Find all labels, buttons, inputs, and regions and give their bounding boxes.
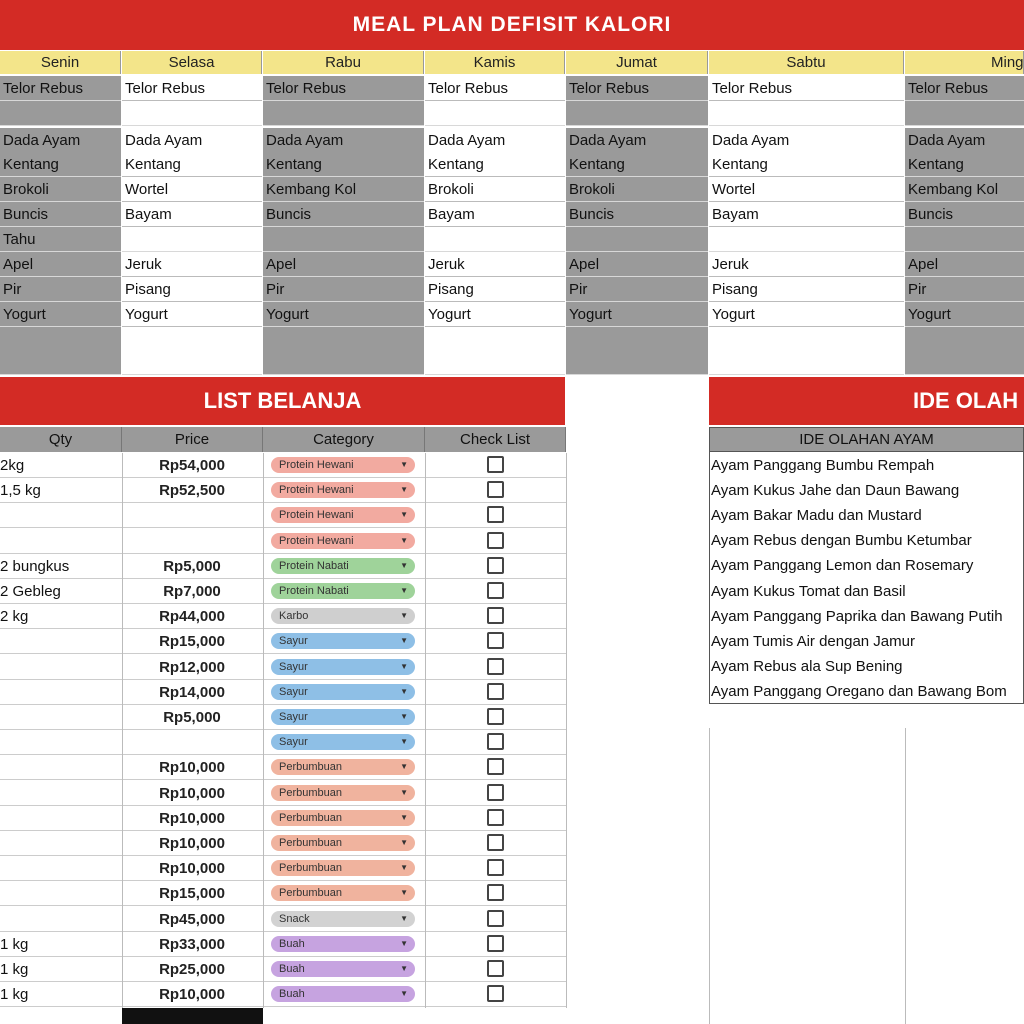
meal-cell[interactable]: Buncis bbox=[263, 202, 424, 227]
chevron-down-icon: ▼ bbox=[400, 812, 408, 822]
category-label: Protein Hewani bbox=[279, 534, 354, 547]
meal-cell[interactable]: Yogurt bbox=[566, 302, 708, 327]
chevron-down-icon: ▼ bbox=[400, 964, 408, 973]
category-dropdown[interactable] bbox=[271, 734, 415, 750]
day-header-rabu[interactable]: Rabu bbox=[263, 51, 424, 74]
meal-cell[interactable] bbox=[122, 327, 262, 375]
chevron-down-icon: ▼ bbox=[400, 686, 408, 696]
meal-cell[interactable] bbox=[709, 227, 904, 252]
category-label: Sayur bbox=[279, 685, 308, 698]
qty-cell[interactable]: 1 kg bbox=[0, 935, 29, 953]
meal-cell[interactable]: Yogurt bbox=[122, 302, 262, 327]
idea-item[interactable]: Ayam Rebus ala Sup Bening bbox=[711, 657, 903, 675]
checklist-checkbox[interactable] bbox=[487, 935, 504, 952]
price-cell[interactable]: Rp15,000 bbox=[159, 885, 225, 903]
idea-item[interactable]: Ayam Panggang Bumbu Rempah bbox=[711, 457, 935, 474]
checklist-checkbox[interactable] bbox=[487, 809, 504, 826]
price-cell[interactable]: Rp12,000 bbox=[159, 658, 225, 676]
chevron-down-icon: ▼ bbox=[400, 560, 408, 570]
category-dropdown[interactable] bbox=[271, 533, 415, 549]
grid-divider bbox=[709, 728, 710, 1024]
chevron-down-icon: ▼ bbox=[400, 636, 408, 646]
qty-cell[interactable]: 2 Gebleg bbox=[0, 583, 61, 600]
checklist-checkbox[interactable] bbox=[487, 960, 504, 977]
meal-plan-title: MEAL PLAN DEFISIT KALORI bbox=[0, 0, 1024, 50]
meal-cell[interactable]: Dada Ayam bbox=[263, 128, 424, 153]
price-cell[interactable]: Rp25,000 bbox=[159, 961, 225, 978]
price-column-header[interactable]: Price bbox=[122, 427, 263, 452]
meal-cell[interactable] bbox=[905, 101, 1024, 126]
meal-cell[interactable]: Kentang bbox=[122, 152, 262, 177]
meal-cell[interactable]: Kembang Kol bbox=[263, 177, 424, 202]
category-dropdown[interactable] bbox=[271, 835, 415, 851]
meal-cell[interactable] bbox=[566, 101, 708, 126]
category-label: Protein Hewani bbox=[279, 484, 354, 497]
meal-cell[interactable]: Tahu bbox=[0, 227, 121, 252]
grid-divider bbox=[122, 453, 123, 1008]
checklist-checkbox[interactable] bbox=[487, 733, 504, 750]
category-label: Perbumbuan bbox=[279, 862, 342, 875]
price-cell[interactable]: Rp52,500 bbox=[159, 482, 225, 500]
qty-cell[interactable]: 1 kg bbox=[0, 961, 29, 978]
meal-cell[interactable]: Kentang bbox=[425, 152, 565, 177]
category-dropdown[interactable] bbox=[271, 885, 415, 901]
meal-cell[interactable] bbox=[566, 327, 708, 375]
meal-cell[interactable]: Buncis bbox=[566, 202, 708, 227]
meal-cell[interactable]: Kembang Kol bbox=[905, 177, 1024, 202]
checklist-checkbox[interactable] bbox=[487, 985, 504, 1002]
meal-cell[interactable]: Apel bbox=[566, 252, 708, 277]
checklist-checkbox[interactable] bbox=[487, 708, 504, 725]
meal-cell[interactable]: Buncis bbox=[905, 202, 1024, 227]
category-label: Protein Nabati bbox=[279, 585, 349, 597]
category-column-header[interactable]: Category bbox=[263, 427, 425, 452]
meal-cell[interactable]: Buncis bbox=[0, 202, 121, 227]
idea-item[interactable]: Ayam Tumis Air dengan Jamur bbox=[711, 632, 915, 650]
idea-item[interactable]: Ayam Panggang Lemon dan Rosemary bbox=[711, 557, 974, 575]
grid-divider bbox=[566, 453, 567, 1008]
chevron-down-icon: ▼ bbox=[400, 888, 408, 898]
meal-cell[interactable]: Bayam bbox=[425, 202, 565, 227]
shopping-list-title: LIST BELANJA bbox=[0, 377, 565, 425]
category-dropdown[interactable] bbox=[271, 961, 415, 977]
category-label: Perbumbuan bbox=[279, 837, 342, 849]
price-cell[interactable]: Rp44,000 bbox=[159, 608, 225, 626]
price-cell[interactable]: Rp5,000 bbox=[163, 557, 221, 575]
meal-cell[interactable]: Apel bbox=[263, 252, 424, 277]
category-label: Perbumbuan bbox=[279, 887, 342, 900]
qty-cell[interactable]: 1,5 kg bbox=[0, 482, 41, 500]
category-dropdown[interactable] bbox=[271, 709, 415, 725]
meal-cell[interactable] bbox=[566, 227, 708, 252]
category-label: Perbumbuan bbox=[279, 786, 342, 799]
checklist-checkbox[interactable] bbox=[487, 506, 504, 523]
meal-cell[interactable] bbox=[425, 227, 565, 252]
meal-cell[interactable]: Telor Rebus bbox=[905, 76, 1024, 101]
meal-cell[interactable] bbox=[0, 101, 121, 126]
meal-cell[interactable]: Bayam bbox=[709, 202, 904, 227]
category-dropdown[interactable] bbox=[271, 936, 415, 952]
chevron-down-icon: ▼ bbox=[400, 712, 408, 721]
qty-column-header[interactable]: Qty bbox=[0, 427, 122, 452]
category-dropdown[interactable] bbox=[271, 583, 415, 599]
chevron-down-icon: ▼ bbox=[400, 510, 408, 520]
checklist-checkbox[interactable] bbox=[487, 557, 504, 574]
checklist-checkbox[interactable] bbox=[487, 456, 504, 473]
category-dropdown[interactable] bbox=[271, 558, 415, 574]
meal-cell[interactable]: Telor Rebus bbox=[263, 76, 424, 101]
chevron-down-icon: ▼ bbox=[400, 535, 408, 545]
idea-item[interactable]: Ayam Rebus dengan Bumbu Ketumbar bbox=[711, 532, 972, 550]
checklist-checkbox[interactable] bbox=[487, 607, 504, 624]
meal-cell[interactable]: Yogurt bbox=[709, 302, 904, 327]
meal-cell[interactable]: Pir bbox=[263, 277, 424, 302]
category-label: Protein Nabati bbox=[279, 559, 349, 572]
grid-divider bbox=[905, 728, 906, 1024]
qty-cell[interactable]: 2 kg bbox=[0, 608, 29, 626]
category-dropdown[interactable] bbox=[271, 684, 415, 700]
meal-cell[interactable]: Yogurt bbox=[425, 302, 565, 327]
meal-cell[interactable]: Pisang bbox=[425, 277, 565, 302]
meal-cell[interactable]: Apel bbox=[905, 252, 1024, 277]
meal-cell[interactable] bbox=[709, 327, 904, 375]
meal-cell[interactable]: Dada Ayam bbox=[566, 128, 708, 153]
meal-cell[interactable]: Dada Ayam bbox=[905, 128, 1024, 153]
price-cell[interactable]: Rp45,000 bbox=[159, 910, 225, 928]
category-label: Buah bbox=[279, 937, 305, 950]
price-cell[interactable]: Rp10,000 bbox=[159, 860, 225, 878]
category-label: Sayur bbox=[279, 660, 308, 673]
meal-cell[interactable]: Telor Rebus bbox=[566, 76, 708, 101]
category-dropdown[interactable] bbox=[271, 911, 415, 927]
category-label: Sayur bbox=[279, 736, 308, 749]
day-header-jumat[interactable]: Jumat bbox=[566, 51, 708, 74]
meal-cell[interactable]: Yogurt bbox=[905, 302, 1024, 327]
category-dropdown[interactable] bbox=[271, 860, 415, 876]
checklist-checkbox[interactable] bbox=[487, 834, 504, 851]
meal-cell[interactable]: Pir bbox=[566, 277, 708, 302]
checklist-checkbox[interactable] bbox=[487, 532, 504, 549]
category-dropdown[interactable] bbox=[271, 457, 415, 473]
meal-cell[interactable] bbox=[263, 227, 424, 252]
category-label: Perbumbuan bbox=[279, 811, 342, 824]
checklist-checkbox[interactable] bbox=[487, 910, 504, 927]
total-cell bbox=[122, 1008, 263, 1024]
idea-item[interactable]: Ayam Bakar Madu dan Mustard bbox=[711, 507, 922, 525]
meal-cell[interactable]: Telor Rebus bbox=[709, 76, 904, 101]
meal-cell[interactable]: Jeruk bbox=[709, 252, 904, 277]
price-cell[interactable]: Rp54,000 bbox=[159, 457, 225, 474]
chevron-down-icon: ▼ bbox=[400, 913, 408, 923]
day-header-senin[interactable]: Senin bbox=[0, 51, 121, 74]
meal-cell[interactable] bbox=[263, 327, 424, 375]
category-label: Sayur bbox=[279, 635, 308, 648]
price-cell[interactable]: Rp5,000 bbox=[163, 709, 221, 726]
category-dropdown[interactable] bbox=[271, 986, 415, 1002]
category-dropdown[interactable] bbox=[271, 785, 415, 801]
category-label: Buah bbox=[279, 988, 305, 1001]
category-label: Perbumbuan bbox=[279, 761, 342, 774]
meal-cell[interactable] bbox=[122, 227, 262, 252]
day-header-selasa[interactable]: Selasa bbox=[122, 51, 262, 74]
day-header-ming[interactable]: Ming bbox=[905, 51, 1024, 74]
meal-cell[interactable] bbox=[263, 101, 424, 126]
meal-cell[interactable] bbox=[709, 101, 904, 126]
grid-divider bbox=[425, 453, 426, 1008]
chevron-down-icon: ▼ bbox=[400, 661, 408, 671]
meal-cell[interactable]: Dada Ayam bbox=[425, 128, 565, 153]
qty-cell[interactable]: 1 kg bbox=[0, 986, 29, 1004]
chevron-down-icon: ▼ bbox=[400, 586, 408, 595]
meal-cell[interactable]: Apel bbox=[0, 252, 121, 277]
meal-cell[interactable]: Jeruk bbox=[425, 252, 565, 277]
meal-cell[interactable]: Telor Rebus bbox=[0, 76, 121, 101]
chevron-down-icon: ▼ bbox=[400, 787, 408, 797]
meal-cell[interactable]: Telor Rebus bbox=[122, 76, 262, 101]
checklist-checkbox[interactable] bbox=[487, 632, 504, 649]
price-cell[interactable]: Rp10,000 bbox=[159, 986, 225, 1004]
checklist-checkbox[interactable] bbox=[487, 683, 504, 700]
meal-cell[interactable] bbox=[122, 101, 262, 126]
qty-cell[interactable]: 2 bungkus bbox=[0, 557, 70, 575]
category-label: Buah bbox=[279, 963, 305, 975]
checklist-checkbox[interactable] bbox=[487, 658, 504, 675]
checklist-checkbox[interactable] bbox=[487, 758, 504, 775]
meal-cell[interactable] bbox=[425, 327, 565, 375]
qty-cell[interactable]: 2kg bbox=[0, 457, 25, 474]
meal-cell[interactable] bbox=[425, 101, 565, 126]
category-label: Protein Hewani bbox=[279, 509, 354, 522]
checklist-column-header[interactable]: Check List bbox=[425, 427, 566, 452]
category-dropdown[interactable] bbox=[271, 633, 415, 649]
meal-cell[interactable]: Wortel bbox=[122, 177, 262, 202]
checklist-checkbox[interactable] bbox=[487, 859, 504, 876]
chevron-down-icon: ▼ bbox=[400, 611, 408, 621]
meal-cell[interactable]: Pir bbox=[0, 277, 121, 302]
meal-cell[interactable]: Brokoli bbox=[566, 177, 708, 202]
price-cell[interactable]: Rp15,000 bbox=[159, 633, 225, 651]
idea-item[interactable]: Ayam Kukus Tomat dan Basil bbox=[711, 582, 906, 600]
chevron-down-icon: ▼ bbox=[400, 989, 408, 999]
meal-cell[interactable]: Kentang bbox=[709, 152, 904, 177]
meal-cell[interactable]: Pir bbox=[905, 277, 1024, 302]
price-cell[interactable]: Rp14,000 bbox=[159, 683, 225, 701]
chevron-down-icon: ▼ bbox=[400, 737, 408, 747]
meal-cell[interactable]: Brokoli bbox=[425, 177, 565, 202]
chevron-down-icon: ▼ bbox=[400, 838, 408, 847]
ideas-subtitle: IDE OLAHAN AYAM bbox=[709, 427, 1024, 452]
category-label: Protein Hewani bbox=[279, 459, 354, 471]
meal-cell[interactable]: Kentang bbox=[0, 152, 121, 177]
checklist-checkbox[interactable] bbox=[487, 884, 504, 901]
category-dropdown[interactable] bbox=[271, 507, 415, 523]
category-label: Snack bbox=[279, 912, 310, 925]
meal-cell[interactable] bbox=[905, 227, 1024, 252]
category-dropdown[interactable] bbox=[271, 482, 415, 498]
meal-cell[interactable]: Bayam bbox=[122, 202, 262, 227]
meal-cell[interactable]: Jeruk bbox=[122, 252, 262, 277]
meal-cell[interactable]: Yogurt bbox=[0, 302, 121, 327]
chevron-down-icon: ▼ bbox=[400, 863, 408, 873]
meal-cell[interactable]: Dada Ayam bbox=[122, 128, 262, 153]
meal-cell[interactable]: Kentang bbox=[905, 152, 1024, 177]
meal-cell[interactable]: Telor Rebus bbox=[425, 76, 565, 101]
idea-item[interactable]: Ayam Panggang Paprika dan Bawang Putih bbox=[711, 607, 1003, 625]
category-dropdown[interactable] bbox=[271, 659, 415, 675]
ideas-title: IDE OLAH bbox=[709, 377, 1024, 425]
chevron-down-icon: ▼ bbox=[400, 460, 408, 469]
chevron-down-icon: ▼ bbox=[400, 762, 408, 772]
category-dropdown[interactable] bbox=[271, 759, 415, 775]
price-cell[interactable]: Rp10,000 bbox=[159, 759, 225, 777]
price-cell[interactable]: Rp10,000 bbox=[159, 835, 225, 852]
checklist-checkbox[interactable] bbox=[487, 582, 504, 599]
meal-cell[interactable]: Dada Ayam bbox=[0, 128, 121, 153]
price-cell[interactable]: Rp10,000 bbox=[159, 809, 225, 827]
category-label: Karbo bbox=[279, 610, 309, 623]
meal-cell[interactable]: Kentang bbox=[566, 152, 708, 177]
meal-cell[interactable] bbox=[905, 327, 1024, 375]
meal-cell[interactable]: Dada Ayam bbox=[709, 128, 904, 153]
price-cell[interactable]: Rp10,000 bbox=[159, 784, 225, 802]
chevron-down-icon: ▼ bbox=[400, 938, 408, 948]
category-dropdown[interactable] bbox=[271, 608, 415, 624]
checklist-checkbox[interactable] bbox=[487, 784, 504, 801]
meal-cell[interactable]: Kentang bbox=[263, 152, 424, 177]
category-label: Sayur bbox=[279, 711, 308, 723]
idea-item[interactable]: Ayam Panggang Oregano dan Bawang Bom bbox=[711, 682, 1007, 700]
day-header-kamis[interactable]: Kamis bbox=[425, 51, 565, 74]
meal-cell[interactable]: Yogurt bbox=[263, 302, 424, 327]
meal-cell[interactable]: Pisang bbox=[709, 277, 904, 302]
meal-cell[interactable] bbox=[0, 327, 121, 375]
price-cell[interactable]: Rp7,000 bbox=[163, 583, 221, 600]
price-cell[interactable]: Rp33,000 bbox=[159, 935, 225, 953]
chevron-down-icon: ▼ bbox=[400, 485, 408, 495]
meal-cell[interactable]: Pisang bbox=[122, 277, 262, 302]
grid-divider bbox=[263, 453, 264, 1008]
meal-cell[interactable]: Brokoli bbox=[0, 177, 121, 202]
checklist-checkbox[interactable] bbox=[487, 481, 504, 498]
idea-item[interactable]: Ayam Kukus Jahe dan Daun Bawang bbox=[711, 482, 960, 500]
day-header-sabtu[interactable]: Sabtu bbox=[709, 51, 904, 74]
meal-cell[interactable]: Wortel bbox=[709, 177, 904, 202]
category-dropdown[interactable] bbox=[271, 810, 415, 826]
